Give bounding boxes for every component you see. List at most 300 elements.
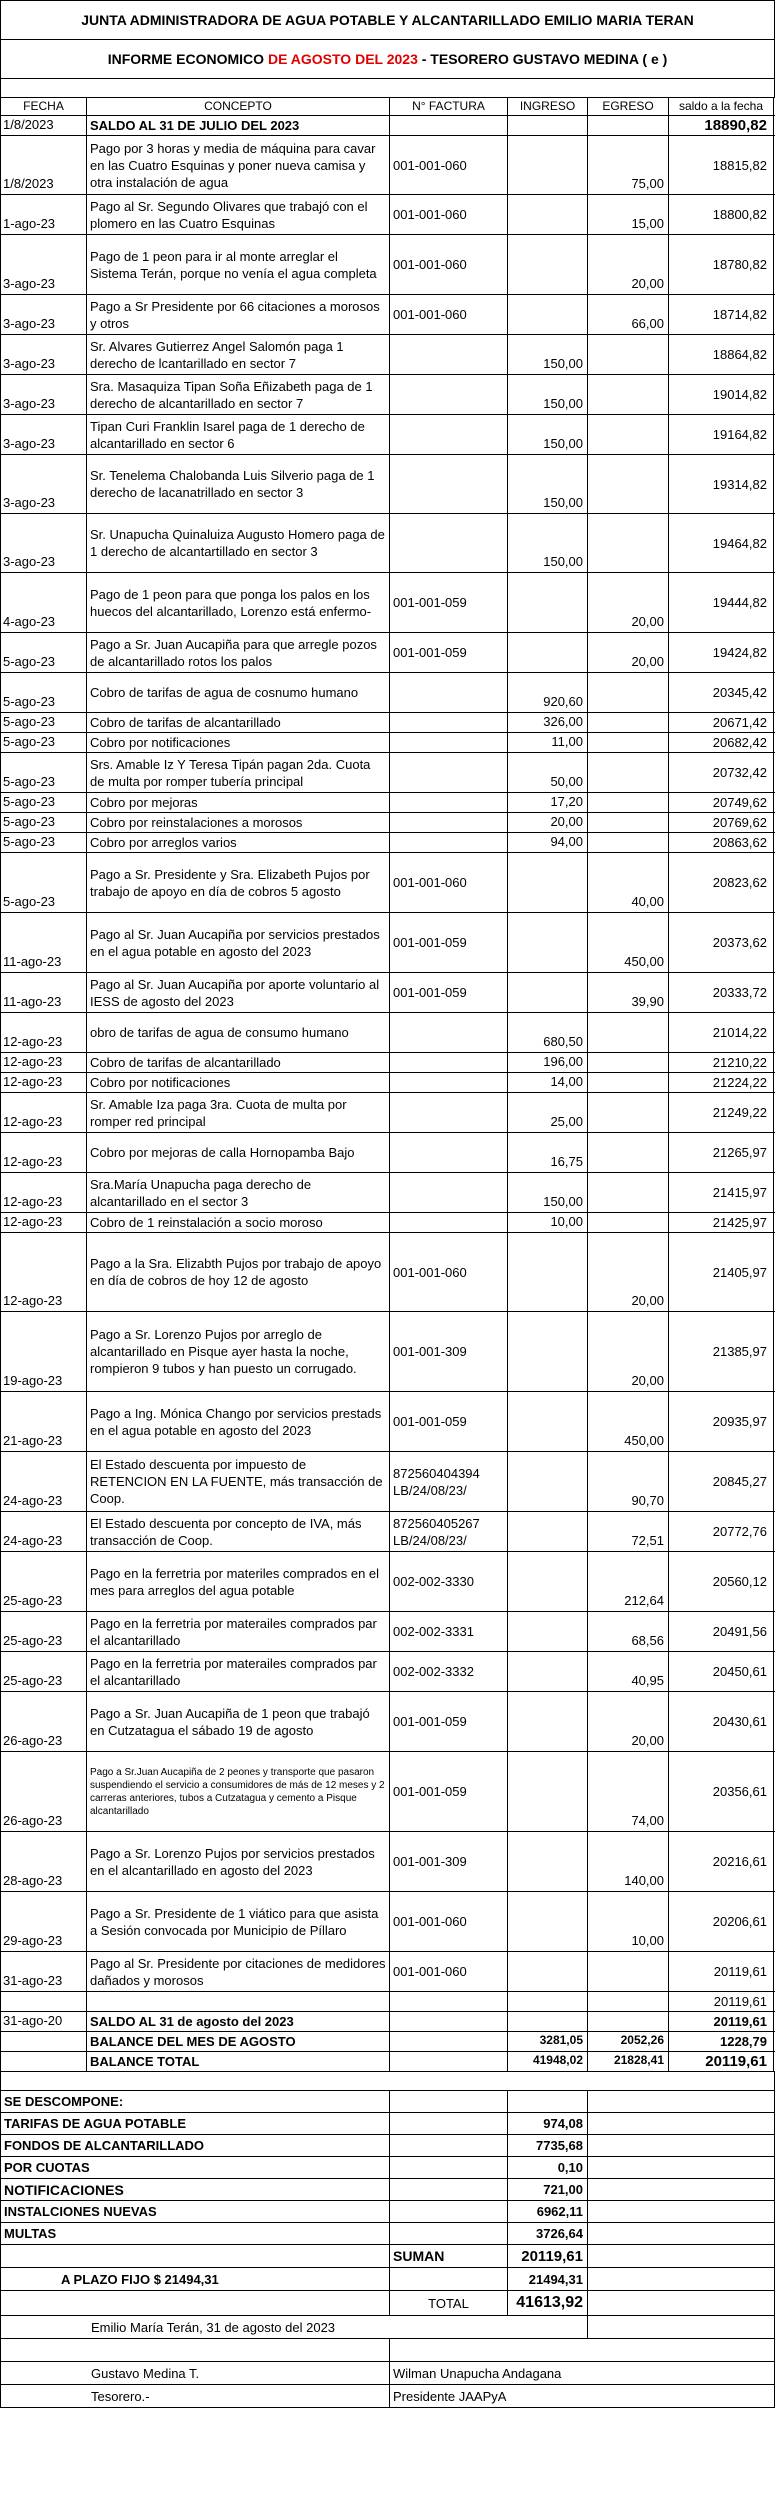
cell-ingreso	[508, 633, 588, 672]
cell-concepto: Pago a Sr. Juan Aucapiña de 1 peon que trabajó en Cutzatagua el sábado 19 de agosto	[87, 1692, 390, 1751]
cell-saldo: 20450,61	[669, 1652, 774, 1691]
report-title-prefix: INFORME ECONOMICO	[107, 51, 265, 67]
cell-egreso: 40,95	[588, 1652, 669, 1691]
cell-saldo: 18815,82	[669, 136, 774, 194]
cell-factura: 001-001-309	[390, 1832, 508, 1891]
cell-concepto: Cobro de tarifas de agua de cosnumo humano	[87, 673, 390, 712]
table-row	[0, 116, 775, 136]
cell-factura: 872560405267 LB/24/08/23/	[390, 1512, 508, 1551]
table-row	[0, 633, 775, 673]
cell-saldo: 18714,82	[669, 295, 774, 334]
cell-factura: 002-002-3331	[390, 1612, 508, 1651]
place-date: Emilio María Terán, 31 de agosto del 2023	[0, 2316, 588, 2338]
signature-president-role: Presidente JAAPyA	[390, 2385, 775, 2407]
cell-saldo: 20560,12	[669, 1552, 774, 1611]
table-row	[0, 1992, 775, 2012]
empty-cell	[588, 2179, 775, 2200]
cell-saldo: 21405,97	[669, 1233, 774, 1311]
cell-fecha: 31-ago-20	[0, 2012, 87, 2031]
cell-egreso	[588, 753, 669, 792]
table-row	[0, 1652, 775, 1692]
cell-egreso	[588, 813, 669, 832]
cell-factura	[390, 1133, 508, 1172]
cell-saldo: 20491,56	[669, 1612, 774, 1651]
empty-cell	[588, 2091, 775, 2112]
empty-cell	[390, 2268, 508, 2290]
table-row	[0, 853, 775, 913]
cell-fecha: 12-ago-23	[0, 1053, 87, 1072]
cell-fecha: 12-ago-23	[0, 1093, 87, 1132]
cell-ingreso: 94,00	[508, 833, 588, 852]
cell-factura: 002-002-3330	[390, 1552, 508, 1611]
cell-egreso	[588, 455, 669, 513]
summary-item-row	[0, 2223, 775, 2245]
cell-ingreso	[508, 136, 588, 194]
cell-concepto: Pago a la Sra. Elizabth Pujos por trabajo de apoyo en día de cobros de hoy 12 de agosto	[87, 1233, 390, 1311]
table-row	[0, 973, 775, 1013]
cell-factura	[390, 1053, 508, 1072]
cell-fecha: 5-ago-23	[0, 673, 87, 712]
cell-egreso: 68,56	[588, 1612, 669, 1651]
cell-ingreso: 14,00	[508, 1073, 588, 1092]
col-ingreso-header: INGRESO	[508, 98, 588, 115]
cell-ingreso	[508, 1392, 588, 1451]
cell-fecha: 5-ago-23	[0, 793, 87, 812]
cell-concepto: BALANCE TOTAL	[87, 2052, 390, 2071]
cell-ingreso: 150,00	[508, 335, 588, 374]
cell-egreso: 74,00	[588, 1752, 669, 1831]
cell-concepto: Sra.María Unapucha paga derecho de alcantarillado en el sector 3	[87, 1173, 390, 1212]
cell-ingreso: 920,60	[508, 673, 588, 712]
report-title-month: DE AGOSTO DEL 2023	[267, 51, 418, 67]
table-row	[0, 1612, 775, 1652]
cell-egreso: 140,00	[588, 1832, 669, 1891]
cell-factura	[390, 415, 508, 454]
cell-factura	[390, 116, 508, 135]
cell-fecha: 12-ago-23	[0, 1013, 87, 1052]
table-row	[0, 1552, 775, 1612]
cell-fecha: 26-ago-23	[0, 1692, 87, 1751]
cell-ingreso	[508, 1612, 588, 1651]
cell-ingreso: 3281,05	[508, 2032, 588, 2051]
col-fecha-header: FECHA	[0, 98, 87, 115]
cell-fecha: 12-ago-23	[0, 1213, 87, 1232]
cell-egreso	[588, 793, 669, 812]
empty-cell	[0, 2291, 390, 2315]
cell-fecha: 3-ago-23	[0, 455, 87, 513]
cell-factura: 001-001-059	[390, 1392, 508, 1451]
cell-ingreso: 11,00	[508, 733, 588, 752]
cell-saldo: 20206,61	[669, 1892, 774, 1951]
cell-saldo: 19444,82	[669, 573, 774, 632]
cell-egreso	[588, 733, 669, 752]
cell-egreso: 2052,26	[588, 2032, 669, 2051]
cell-ingreso: 150,00	[508, 415, 588, 454]
cell-saldo: 19424,82	[669, 633, 774, 672]
signature-treasurer-role: Tesorero.-	[0, 2385, 390, 2407]
empty-cell	[390, 2091, 508, 2112]
cell-egreso	[588, 713, 669, 732]
cell-factura	[390, 455, 508, 513]
empty-cell	[0, 2339, 390, 2361]
cell-factura: 001-001-059	[390, 973, 508, 1012]
table-row	[0, 335, 775, 375]
table-row	[0, 573, 775, 633]
table-row	[0, 415, 775, 455]
cell-factura	[390, 2032, 508, 2051]
cell-fecha: 11-ago-23	[0, 973, 87, 1012]
col-saldo-header: saldo a la fecha	[669, 98, 774, 115]
cell-saldo: 20356,61	[669, 1752, 774, 1831]
table-row	[0, 1452, 775, 1512]
cell-factura: 001-001-060	[390, 853, 508, 912]
cell-saldo: 20863,62	[669, 833, 774, 852]
place-date-row	[0, 2316, 775, 2339]
empty-cell	[588, 2245, 775, 2267]
cell-factura: 001-001-060	[390, 1233, 508, 1311]
cell-concepto: SALDO AL 31 DE JULIO DEL 2023	[87, 116, 390, 135]
cell-factura: 001-001-309	[390, 1312, 508, 1391]
table-row	[0, 1173, 775, 1213]
cell-fecha: 1/8/2023	[0, 136, 87, 194]
cell-factura: 001-001-059	[390, 573, 508, 632]
table-row	[0, 733, 775, 753]
cell-factura: 001-001-060	[390, 235, 508, 294]
cell-concepto: Pago a Sr. Presidente y Sra. Elizabeth Pujos por trabajo de apoyo en día de cobros 5 agosto	[87, 853, 390, 912]
cell-fecha: 3-ago-23	[0, 415, 87, 454]
cell-egreso	[588, 375, 669, 414]
cell-factura: 001-001-060	[390, 295, 508, 334]
table-row	[0, 1073, 775, 1093]
cell-concepto: Cobro por notificaciones	[87, 1073, 390, 1092]
table-row	[0, 713, 775, 733]
cell-saldo: 21210,22	[669, 1053, 774, 1072]
cell-fecha	[0, 2052, 87, 2071]
cell-concepto: Sra. Masaquiza Tipan Soña Eñizabeth paga de 1 derecho de alcantarillado en sector 7	[87, 375, 390, 414]
cell-concepto: Sr. Amable Iza paga 3ra. Cuota de multa por romper red principal	[87, 1093, 390, 1132]
plazo-row	[0, 2268, 775, 2291]
cell-saldo: 20119,61	[669, 1992, 774, 2011]
summary-item-row	[0, 2135, 775, 2157]
cell-saldo: 20119,61	[669, 1952, 774, 1991]
signature-names-row	[0, 2362, 775, 2385]
cell-saldo: 20333,72	[669, 973, 774, 1012]
cell-concepto: El Estado descuenta por impuesto de RETENCION EN LA FUENTE, más transacción de Coop.	[87, 1452, 390, 1511]
cell-fecha: 5-ago-23	[0, 733, 87, 752]
cell-saldo: 20823,62	[669, 853, 774, 912]
cell-concepto: Pago de 1 peon para que ponga los palos en los huecos del alcantarillado, Lorenzo está enfermo-	[87, 573, 390, 632]
cell-factura: 001-001-059	[390, 1692, 508, 1751]
total-label: TOTAL	[390, 2291, 508, 2315]
cell-fecha: 1/8/2023	[0, 116, 87, 135]
cell-concepto	[87, 1992, 390, 2011]
cell-saldo: 20845,27	[669, 1452, 774, 1511]
cell-saldo: 20345,42	[669, 673, 774, 712]
table-header	[0, 98, 775, 116]
cell-fecha: 3-ago-23	[0, 375, 87, 414]
cell-factura	[390, 1173, 508, 1212]
cell-factura	[390, 1013, 508, 1052]
cell-saldo: 21224,22	[669, 1073, 774, 1092]
cell-fecha: 5-ago-23	[0, 853, 87, 912]
cell-ingreso: 196,00	[508, 1053, 588, 1072]
cell-saldo: 20119,61	[669, 2012, 774, 2031]
cell-fecha: 12-ago-23	[0, 1073, 87, 1092]
summary-item-value: 0,10	[508, 2157, 588, 2178]
cell-factura: 002-002-3332	[390, 1652, 508, 1691]
cell-concepto: obro de tarifas de agua de consumo humano	[87, 1013, 390, 1052]
cell-egreso	[588, 673, 669, 712]
table-row	[0, 1752, 775, 1832]
cell-factura: 001-001-060	[390, 136, 508, 194]
cell-ingreso: 20,00	[508, 813, 588, 832]
cell-fecha: 26-ago-23	[0, 1752, 87, 1831]
table-row	[0, 195, 775, 235]
cell-concepto: Cobro de tarifas de alcantarillado	[87, 1053, 390, 1072]
cell-factura	[390, 375, 508, 414]
plazo-label: A PLAZO FIJO $ 21494,31	[0, 2268, 390, 2290]
summary-item-row	[0, 2201, 775, 2223]
cell-egreso: 20,00	[588, 1312, 669, 1391]
cell-concepto: Pago al Sr. Segundo Olivares que trabajó con el plomero en las Cuatro Esquinas	[87, 195, 390, 234]
cell-fecha: 12-ago-23	[0, 1173, 87, 1212]
report-title	[0, 40, 775, 79]
cell-egreso: 21828,41	[588, 2052, 669, 2071]
cell-fecha: 19-ago-23	[0, 1312, 87, 1391]
cell-factura	[390, 514, 508, 572]
cell-ingreso: 326,00	[508, 713, 588, 732]
cell-ingreso: 50,00	[508, 753, 588, 792]
total-row	[0, 2291, 775, 2316]
signature-treasurer-name: Gustavo Medina T.	[0, 2362, 390, 2384]
cell-ingreso	[508, 1692, 588, 1751]
table-row	[0, 2052, 775, 2072]
cell-concepto: Pago de 1 peon para ir al monte arreglar el Sistema Terán, porque no venía el agua completa	[87, 235, 390, 294]
table-row	[0, 1233, 775, 1312]
cell-saldo: 20671,42	[669, 713, 774, 732]
empty-cell	[508, 2091, 588, 2112]
cell-factura: 001-001-060	[390, 1952, 508, 1991]
cell-factura	[390, 1073, 508, 1092]
cell-fecha: 21-ago-23	[0, 1392, 87, 1451]
cell-ingreso	[508, 573, 588, 632]
cell-concepto: Pago por 3 horas y media de máquina para cavar en las Cuatro Esquinas y poner nueva camisa y otra instalación de agua	[87, 136, 390, 194]
table-row	[0, 136, 775, 195]
table-row	[0, 1832, 775, 1892]
summary-item-value: 6962,11	[508, 2201, 588, 2222]
cell-ingreso	[508, 1552, 588, 1611]
cell-factura	[390, 673, 508, 712]
cell-egreso: 20,00	[588, 1692, 669, 1751]
cell-fecha: 3-ago-23	[0, 235, 87, 294]
cell-fecha: 5-ago-23	[0, 633, 87, 672]
cell-ingreso: 150,00	[508, 1173, 588, 1212]
cell-concepto: Pago a Sr. Presidente de 1 viático para que asista a Sesión convocada por Municipio de Píllaro	[87, 1892, 390, 1951]
summary-item-row	[0, 2113, 775, 2135]
cell-fecha: 12-ago-23	[0, 1133, 87, 1172]
cell-factura: 001-001-059	[390, 633, 508, 672]
table-row	[0, 514, 775, 573]
cell-ingreso: 16,75	[508, 1133, 588, 1172]
table-row	[0, 1093, 775, 1133]
table-row	[0, 235, 775, 295]
summary-item-row	[0, 2179, 775, 2201]
spacer-row	[0, 2072, 775, 2091]
empty-cell	[588, 2268, 775, 2290]
cell-concepto: Cobro por arreglos varios	[87, 833, 390, 852]
cell-concepto: Cobro de tarifas de alcantarillado	[87, 713, 390, 732]
cell-saldo: 19164,82	[669, 415, 774, 454]
cell-egreso: 212,64	[588, 1552, 669, 1611]
cell-factura	[390, 833, 508, 852]
cell-saldo: 20373,62	[669, 913, 774, 972]
suman-value: 20119,61	[508, 2245, 588, 2267]
cell-factura	[390, 813, 508, 832]
empty-cell	[588, 2291, 775, 2315]
table-row	[0, 1512, 775, 1552]
cell-saldo: 20769,62	[669, 813, 774, 832]
empty-cell	[390, 2179, 508, 2200]
empty-cell	[390, 2135, 508, 2156]
table-row	[0, 753, 775, 793]
cell-fecha: 3-ago-23	[0, 295, 87, 334]
cell-fecha: 25-ago-23	[0, 1612, 87, 1651]
table-row	[0, 1053, 775, 1073]
cell-saldo: 21415,97	[669, 1173, 774, 1212]
cell-ingreso	[508, 1652, 588, 1691]
cell-egreso: 66,00	[588, 295, 669, 334]
cell-saldo: 21265,97	[669, 1133, 774, 1172]
cell-ingreso: 41948,02	[508, 2052, 588, 2071]
cell-saldo: 1228,79	[669, 2032, 774, 2051]
cell-ingreso	[508, 1512, 588, 1551]
empty-cell	[390, 2157, 508, 2178]
blank-row	[0, 2339, 775, 2362]
cell-saldo: 20216,61	[669, 1832, 774, 1891]
cell-ingreso	[508, 295, 588, 334]
spacer-row	[0, 79, 775, 98]
cell-concepto: Cobro de 1 reinstalación a socio moroso	[87, 1213, 390, 1232]
cell-ingreso	[508, 235, 588, 294]
cell-concepto: Pago a Sr. Lorenzo Pujos por arreglo de alcantarillado en Pisque ayer hasta la noche, rompieron 9 tubos y han puesto un corrugado.	[87, 1312, 390, 1391]
col-factura-header: N° FACTURA	[390, 98, 508, 115]
cell-concepto: Pago en la ferretria por materiles comprados en el mes para arreglos del agua potable	[87, 1552, 390, 1611]
cell-egreso: 10,00	[588, 1892, 669, 1951]
cell-ingreso	[508, 1892, 588, 1951]
cell-egreso: 75,00	[588, 136, 669, 194]
cell-factura	[390, 2052, 508, 2071]
ledger-table-body	[0, 116, 775, 2072]
table-row	[0, 813, 775, 833]
table-row	[0, 1952, 775, 1992]
cell-concepto: Cobro por mejoras	[87, 793, 390, 812]
cell-factura	[390, 713, 508, 732]
cell-egreso: 20,00	[588, 1233, 669, 1311]
cell-saldo: 20430,61	[669, 1692, 774, 1751]
cell-egreso	[588, 2012, 669, 2031]
cell-ingreso	[508, 1452, 588, 1511]
col-concepto-header: CONCEPTO	[87, 98, 390, 115]
cell-factura	[390, 1992, 508, 2011]
cell-factura	[390, 793, 508, 812]
plazo-value: 21494,31	[508, 2268, 588, 2290]
total-value: 41613,92	[508, 2291, 588, 2315]
cell-egreso	[588, 514, 669, 572]
cell-egreso: 90,70	[588, 1452, 669, 1511]
cell-saldo: 21249,22	[669, 1093, 774, 1132]
summary-heading-row	[0, 2091, 775, 2113]
suman-label: SUMAN	[390, 2245, 508, 2267]
cell-fecha: 25-ago-23	[0, 1652, 87, 1691]
cell-fecha	[0, 1992, 87, 2011]
empty-cell	[588, 2223, 775, 2244]
table-row	[0, 793, 775, 813]
cell-concepto: Cobro por reinstalaciones a morosos	[87, 813, 390, 832]
empty-cell	[588, 2135, 775, 2156]
table-row	[0, 673, 775, 713]
cell-saldo: 21425,97	[669, 1213, 774, 1232]
cell-concepto: Pago a Ing. Mónica Chango por servicios prestads en el agua potable en agosto del 2023	[87, 1392, 390, 1451]
cell-ingreso	[508, 1992, 588, 2011]
cell-saldo: 18800,82	[669, 195, 774, 234]
cell-saldo: 20772,76	[669, 1512, 774, 1551]
cell-egreso	[588, 1053, 669, 1072]
cell-factura	[390, 2012, 508, 2031]
cell-concepto: Srs. Amable Iz Y Teresa Tipán pagan 2da. Cuota de multa por romper tubería principal	[87, 753, 390, 792]
summary-item-label: MULTAS	[0, 2223, 390, 2244]
cell-concepto: Cobro por mejoras de calla Hornopamba Bajo	[87, 1133, 390, 1172]
table-row	[0, 295, 775, 335]
empty-cell	[390, 2339, 775, 2361]
cell-egreso	[588, 1173, 669, 1212]
cell-saldo: 19314,82	[669, 455, 774, 513]
cell-egreso	[588, 1013, 669, 1052]
cell-egreso: 20,00	[588, 633, 669, 672]
cell-egreso	[588, 116, 669, 135]
summary-item-value: 3726,64	[508, 2223, 588, 2244]
cell-ingreso: 25,00	[508, 1093, 588, 1132]
cell-egreso	[588, 833, 669, 852]
cell-fecha: 29-ago-23	[0, 1892, 87, 1951]
cell-saldo: 21014,22	[669, 1013, 774, 1052]
cell-concepto: SALDO AL 31 de agosto del 2023	[87, 2012, 390, 2031]
table-row	[0, 1692, 775, 1752]
table-row	[0, 375, 775, 415]
summary-item-label: TARIFAS DE AGUA POTABLE	[0, 2113, 390, 2134]
cell-fecha: 5-ago-23	[0, 833, 87, 852]
table-row	[0, 2012, 775, 2032]
cell-ingreso	[508, 2012, 588, 2031]
cell-fecha: 5-ago-23	[0, 753, 87, 792]
cell-factura: 001-001-059	[390, 1752, 508, 1831]
cell-factura: 001-001-059	[390, 913, 508, 972]
cell-ingreso	[508, 1752, 588, 1831]
summary-item-value: 974,08	[508, 2113, 588, 2134]
cell-egreso: 15,00	[588, 195, 669, 234]
cell-ingreso	[508, 116, 588, 135]
cell-concepto: Pago a Sr. Juan Aucapiña para que arregle pozos de alcantarillado rotos los palos	[87, 633, 390, 672]
cell-factura	[390, 733, 508, 752]
cell-concepto: Tipan Curi Franklin Isarel paga de 1 derecho de alcantarillado en sector 6	[87, 415, 390, 454]
cell-ingreso: 680,50	[508, 1013, 588, 1052]
cell-factura: 872560404394 LB/24/08/23/	[390, 1452, 508, 1511]
empty-cell	[0, 2245, 390, 2267]
cell-fecha: 31-ago-23	[0, 1952, 87, 1991]
cell-egreso: 20,00	[588, 573, 669, 632]
summary-item-value: 721,00	[508, 2179, 588, 2200]
report-title-suffix: - TESORERO GUSTAVO MEDINA ( e )	[421, 51, 668, 67]
cell-saldo: 20935,97	[669, 1392, 774, 1451]
